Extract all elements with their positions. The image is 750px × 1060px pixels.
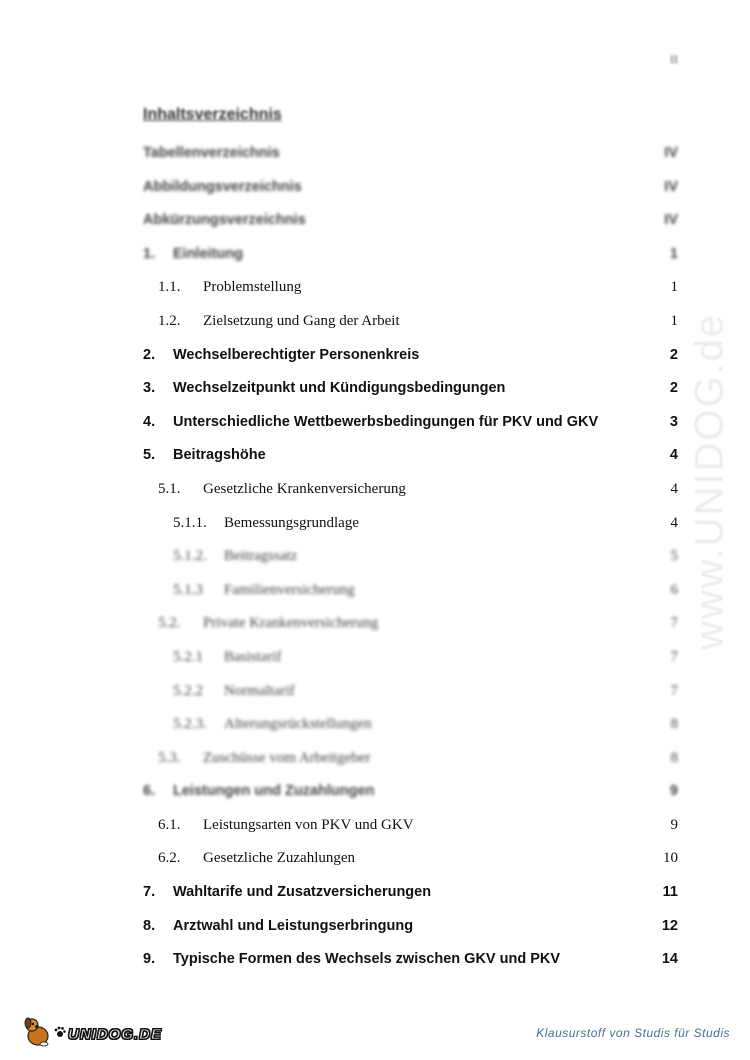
- toc-entry: [0, 910, 750, 944]
- toc-entry-number: 5.: [143, 447, 156, 464]
- toc-entry: [0, 574, 750, 608]
- toc-entry-label: Zuschüsse vom Arbeitgeber: [203, 749, 371, 766]
- footer-logo[interactable]: [24, 1018, 162, 1050]
- toc-entry: [0, 305, 750, 339]
- toc-entry: [0, 607, 750, 641]
- toc-entry-number: 9.: [143, 951, 156, 968]
- toc-entry: [0, 271, 750, 305]
- footer-tagline: Klausurstoff von Studis für Studis: [536, 1026, 730, 1040]
- toc-entry-page: IV: [664, 145, 678, 161]
- toc-entry: [0, 238, 750, 272]
- toc-entry-page: 12: [661, 917, 678, 934]
- toc-entry-label: Wechselzeitpunkt und Kündigungsbedingungen: [173, 380, 506, 397]
- toc-entry-number: 1.2.: [158, 312, 181, 329]
- toc-entry-page: 7: [670, 648, 678, 665]
- toc-entry: [0, 473, 750, 507]
- toc-entry-page: 8: [670, 716, 678, 733]
- toc-entry-number: 5.2.3.: [173, 716, 207, 733]
- toc-entry-number: 8.: [143, 917, 156, 934]
- toc-entry: [0, 439, 750, 473]
- toc-entry-page: IV: [664, 212, 678, 229]
- toc-entry-label: Unterschiedliche Wettbewerbsbedingungen für PKV und GKV: [173, 413, 599, 430]
- toc-entry-number: 6.: [143, 783, 156, 800]
- toc-entry-page: 2: [669, 346, 678, 363]
- toc-entry: [0, 742, 750, 776]
- watermark: www.UNIDOG.de: [687, 312, 732, 650]
- toc-entry-page: 1: [670, 279, 678, 296]
- toc-entry-label: Zielsetzung und Gang der Arbeit: [203, 312, 400, 329]
- toc-entry-number: 5.1.1.: [173, 514, 207, 531]
- toc-entry-label: Abbildungsverzeichnis: [143, 178, 302, 195]
- toc-entry: [0, 675, 750, 709]
- toc-entry-page: 4: [669, 447, 678, 464]
- toc-title: Inhaltsverzeichnis: [143, 106, 282, 123]
- toc-entry-page: 14: [661, 951, 678, 968]
- toc-entry-number: 7.: [143, 884, 156, 901]
- toc-entry: [0, 137, 750, 171]
- toc-entry-label: Problemstellung: [203, 279, 302, 296]
- toc-entry-number: 6.1.: [158, 816, 181, 833]
- logo-text: UNIDOG.DE: [68, 1025, 163, 1043]
- toc-entry-number: 5.1.3: [173, 581, 203, 598]
- paw-icon: [54, 1025, 66, 1043]
- toc-entry-page: 9: [670, 816, 678, 833]
- toc-entry-label: Wahltarife und Zusatzversicherungen: [173, 884, 432, 901]
- toc-entry: [0, 339, 750, 373]
- toc-entry-number: 6.2.: [158, 850, 181, 867]
- toc-entry: [0, 775, 750, 809]
- page-number: II: [670, 52, 678, 66]
- toc-entry-page: 5: [670, 548, 678, 565]
- toc-entry-page: 7: [670, 615, 678, 632]
- toc-entry: [0, 372, 750, 406]
- toc-entry-number: 5.2.1: [173, 648, 203, 665]
- toc-entry-number: 2.: [143, 346, 156, 363]
- toc-entry: [0, 876, 750, 910]
- toc-entry-number: 5.1.2.: [173, 548, 207, 565]
- toc-entry-number: 5.3.: [158, 749, 181, 766]
- toc-entry-page: 1: [670, 312, 678, 329]
- toc-entry-number: 5.1.: [158, 480, 181, 497]
- toc-entry-page: 11: [662, 884, 678, 901]
- dog-icon: [24, 1017, 52, 1052]
- toc-entry: [0, 641, 750, 675]
- toc-entry-page: 8: [670, 749, 678, 766]
- toc-entry-page: 6: [670, 581, 678, 598]
- toc-entry-label: Private Krankenversicherung: [203, 615, 379, 632]
- toc-entry: [0, 171, 750, 205]
- toc-entry-label: Gesetzliche Krankenversicherung: [203, 480, 406, 497]
- toc-entry-label: Bemessungsgrundlage: [224, 514, 359, 531]
- toc-entry-number: 3.: [143, 380, 156, 397]
- toc-entry-label: Typische Formen des Wechsels zwischen GKV und PKV: [173, 951, 561, 968]
- toc-entry-page: 2: [669, 380, 678, 397]
- toc-entry: [0, 943, 750, 977]
- toc-entry-label: Familienversicherung: [224, 581, 355, 598]
- toc-entry-label: Gesetzliche Zuzahlungen: [203, 850, 356, 867]
- toc-entry-label: Beitragssatz: [224, 548, 298, 565]
- toc-entry-number: 5.2.: [158, 615, 181, 632]
- toc-entry: [0, 540, 750, 574]
- toc-entry: [0, 708, 750, 742]
- toc-entry-label: Basistarif: [224, 648, 282, 665]
- toc-entry-page: IV: [664, 178, 678, 195]
- toc-entry-page: 4: [670, 514, 678, 531]
- toc-entry-label: Arztwahl und Leistungserbringung: [173, 917, 414, 934]
- toc-entry-number: 5.2.2: [173, 682, 203, 699]
- toc-entry-number: 4.: [143, 413, 156, 430]
- toc-entry-page: 4: [670, 480, 678, 497]
- toc-entry-label: Normaltarif: [224, 682, 295, 699]
- toc-list: [0, 137, 750, 977]
- toc-entry-label: Abkürzungsverzeichnis: [143, 212, 306, 229]
- toc-entry-label: Wechselberechtigter Personenkreis: [173, 346, 420, 363]
- toc-entry: [0, 809, 750, 843]
- toc-entry-page: 9: [669, 783, 678, 800]
- toc-entry-label: Einleitung: [173, 245, 244, 262]
- toc-entry-page: 10: [663, 850, 678, 867]
- toc-entry-label: Leistungen und Zuzahlungen: [173, 783, 375, 800]
- toc-entry-label: Beitragshöhe: [173, 447, 266, 464]
- toc-entry-number: 1.1.: [158, 279, 181, 296]
- toc-entry-label: Leistungsarten von PKV und GKV: [203, 816, 414, 833]
- toc-entry: [0, 507, 750, 541]
- toc-entry: [0, 406, 750, 440]
- toc-entry-page: 1: [669, 245, 678, 262]
- toc-entry-label: Tabellenverzeichnis: [143, 145, 280, 161]
- toc-entry-page: 7: [670, 682, 678, 699]
- toc-entry-number: 1.: [143, 245, 156, 262]
- toc-entry-page: 3: [669, 413, 678, 430]
- toc-entry-label: Alterungsrückstellungen: [224, 716, 372, 733]
- toc-entry: [0, 842, 750, 876]
- toc-entry: [0, 204, 750, 238]
